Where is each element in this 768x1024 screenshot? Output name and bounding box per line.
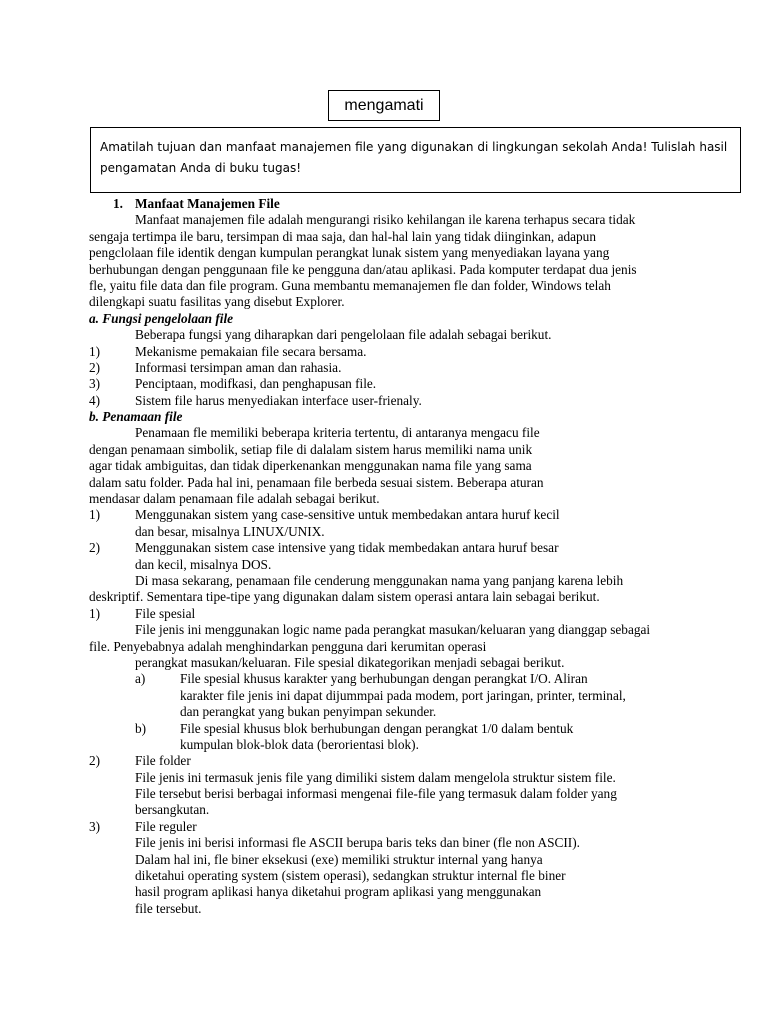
list-text: Penciptaan, modifkasi, dan penghapusan file. <box>135 376 377 392</box>
rule-item <box>89 507 689 523</box>
list-text: File spesial khusus blok berhubungan dengan perangkat 1/0 dalam bentuk <box>180 720 574 736</box>
section-title-box <box>328 90 440 121</box>
section-a-list <box>89 344 689 410</box>
sub-item-continuation: dan perangkat yang bukan penyimpan sekunder. <box>180 704 437 720</box>
list-text: Mekanisme pemakaian file secara bersama. <box>135 343 367 359</box>
paragraph-line: Manfaat manajemen file adalah mengurangi risiko kehilangan ile karena terhapus secara tidak <box>135 212 636 228</box>
type-title <box>89 606 689 622</box>
list-item <box>89 376 689 392</box>
list-text: File spesial <box>135 605 196 621</box>
list-number: 2) <box>89 753 101 769</box>
section-title: mengamati <box>344 96 424 114</box>
type-description-line: hasil program aplikasi hanya diketahui program aplikasi yang menggunakan <box>135 884 542 900</box>
type-description-line: diketahui operating system (sistem operasi), sedangkan struktur internal fle biner <box>135 868 566 884</box>
paragraph-line: berhubungan dengan penggunaan file ke pengguna dan/atau aplikasi. Pada komputer terdapat dua jenis <box>89 261 637 277</box>
paragraph-line: Di masa sekarang, penamaan file cenderung menggunakan nama yang panjang karena lebih <box>135 572 624 588</box>
sub-item <box>89 721 689 737</box>
section-a-intro: Beberapa fungsi yang diharapkan dari pengelolaan file adalah sebagai berikut. <box>135 327 552 343</box>
paragraph-line: dalam satu folder. Pada hal ini, penamaan file berbeda sesuai sistem. Beberapa aturan <box>89 474 544 490</box>
sub-item-continuation: kumpulan blok-blok data (berorientasi blok). <box>180 736 419 752</box>
paragraph-line: agar tidak ambiguitas, dan tidak diperkenankan menggunakan nama file yang sama <box>89 458 532 474</box>
sub-item-continuation: karakter file jenis ini dapat dijummpai pada modem, port jaringan, printer, terminal, <box>180 687 626 703</box>
type-title <box>89 819 689 835</box>
list-text: Sistem file harus menyediakan interface user-frienaly. <box>135 392 422 408</box>
type-description-line: File jenis ini berisi informasi fle ASCII berupa baris teks dan biner (fle non ASCII). <box>135 835 580 851</box>
type-title <box>89 753 689 769</box>
section-b-heading: b. Penamaan file <box>89 409 183 425</box>
type-description-line: perangkat masukan/keluaran. File spesial dikategorikan menjadi sebagai berikut. <box>135 654 565 670</box>
list-number: 4) <box>89 392 101 408</box>
section-b-rules <box>89 507 689 573</box>
section-b-paragraph-2 <box>89 573 689 606</box>
list-number: 3) <box>89 818 101 834</box>
list-number: 1) <box>89 343 101 359</box>
list-text: File folder <box>135 753 191 769</box>
rule-continuation: dan besar, misalnya LINUX/UNIX. <box>135 523 325 539</box>
list-text: File reguler <box>135 818 197 834</box>
type-description-line: File jenis ini termasuk jenis file yang dimiliki sistem dalam mengelola struktur sistem file. <box>135 769 616 785</box>
list-text: Menggunakan sistem case intensive yang tidak membedakan antara huruf besar <box>135 540 559 556</box>
paragraph-line: dilengkapi suatu fasilitas yang disebut Explorer. <box>89 294 345 310</box>
section1-heading: 1. Manfaat Manajemen File <box>113 196 280 211</box>
list-number: 1) <box>89 507 101 523</box>
list-text: File spesial khusus karakter yang berhubungan dengan perangkat I/O. Aliran <box>180 671 588 687</box>
file-types-list <box>89 606 689 917</box>
rule-continuation: dan kecil, misalnya DOS. <box>135 556 272 572</box>
list-number: 2) <box>89 359 101 375</box>
list-text: Menggunakan sistem yang case-sensitive untuk membedakan antara huruf kecil <box>135 507 560 523</box>
paragraph-line: sengaja tertimpa ile baru, tersimpan di maa saja, dan hal-hal lain yang tidak diinginkan, adapun <box>89 228 596 244</box>
type-description-line: File tersebut berisi berbagai informasi mengenai file-file yang termasuk dalam folder yang <box>135 786 617 802</box>
paragraph-line: dengan penamaan simbolik, setiap file di dalalam sistem harus memiliki nama unik <box>89 441 533 457</box>
type-description-line: file tersebut. <box>135 900 202 916</box>
type-description-line: File jenis ini menggunakan logic name pada perangkat masukan/keluaran yang dianggap sebagai <box>135 622 651 638</box>
instruction-box <box>90 127 741 193</box>
section-b-paragraph <box>89 425 689 507</box>
rule-item <box>89 540 689 556</box>
section-a-heading: a. Fungsi pengelolaan file <box>89 310 234 326</box>
instruction-text: Amatilah tujuan dan manfaat manajemen file yang digunakan di lingkungan sekolah Anda! Tulislah hasil pengamatan Anda di buku tugas! <box>100 140 728 175</box>
type-description-line: bersangkutan. <box>135 802 210 818</box>
list-item <box>89 344 689 360</box>
list-number: 3) <box>89 376 101 392</box>
list-number: b) <box>135 720 147 736</box>
paragraph-line: Penamaan fle memiliki beberapa kriteria tertentu, di antaranya mengacu file <box>135 425 540 441</box>
list-number: 1) <box>89 605 101 621</box>
paragraph-line: pengclolaan file identik dengan kumpulan perangkat lunak sistem yang menyediakan layana yang <box>89 245 610 261</box>
paragraph-line: deskriptif. Sementara tipe-tipe yang digunakan dalam sistem operasi antara lain sebagai berikut. <box>89 589 600 605</box>
paragraph-line: fle, yaitu file data dan file program. Guna membantu memanajemen fle dan folder, Windows telah <box>89 277 611 293</box>
list-number: 2) <box>89 540 101 556</box>
document-body <box>89 196 689 917</box>
list-text: Informasi tersimpan aman dan rahasia. <box>135 359 342 375</box>
section1-paragraph <box>89 212 689 310</box>
list-item <box>89 393 689 409</box>
type-description-line: file. Penyebabnya adalah menghindarkan pengguna dari kerumitan operasi <box>89 638 487 654</box>
list-item <box>89 360 689 376</box>
sub-item <box>89 671 689 687</box>
list-number: a) <box>135 671 146 687</box>
paragraph-line: mendasar dalam penamaan file adalah sebagai berikut. <box>89 491 380 507</box>
type-description-line: Dalam hal ini, fle biner eksekusi (exe) memiliki struktur internal yang hanya <box>135 851 543 867</box>
